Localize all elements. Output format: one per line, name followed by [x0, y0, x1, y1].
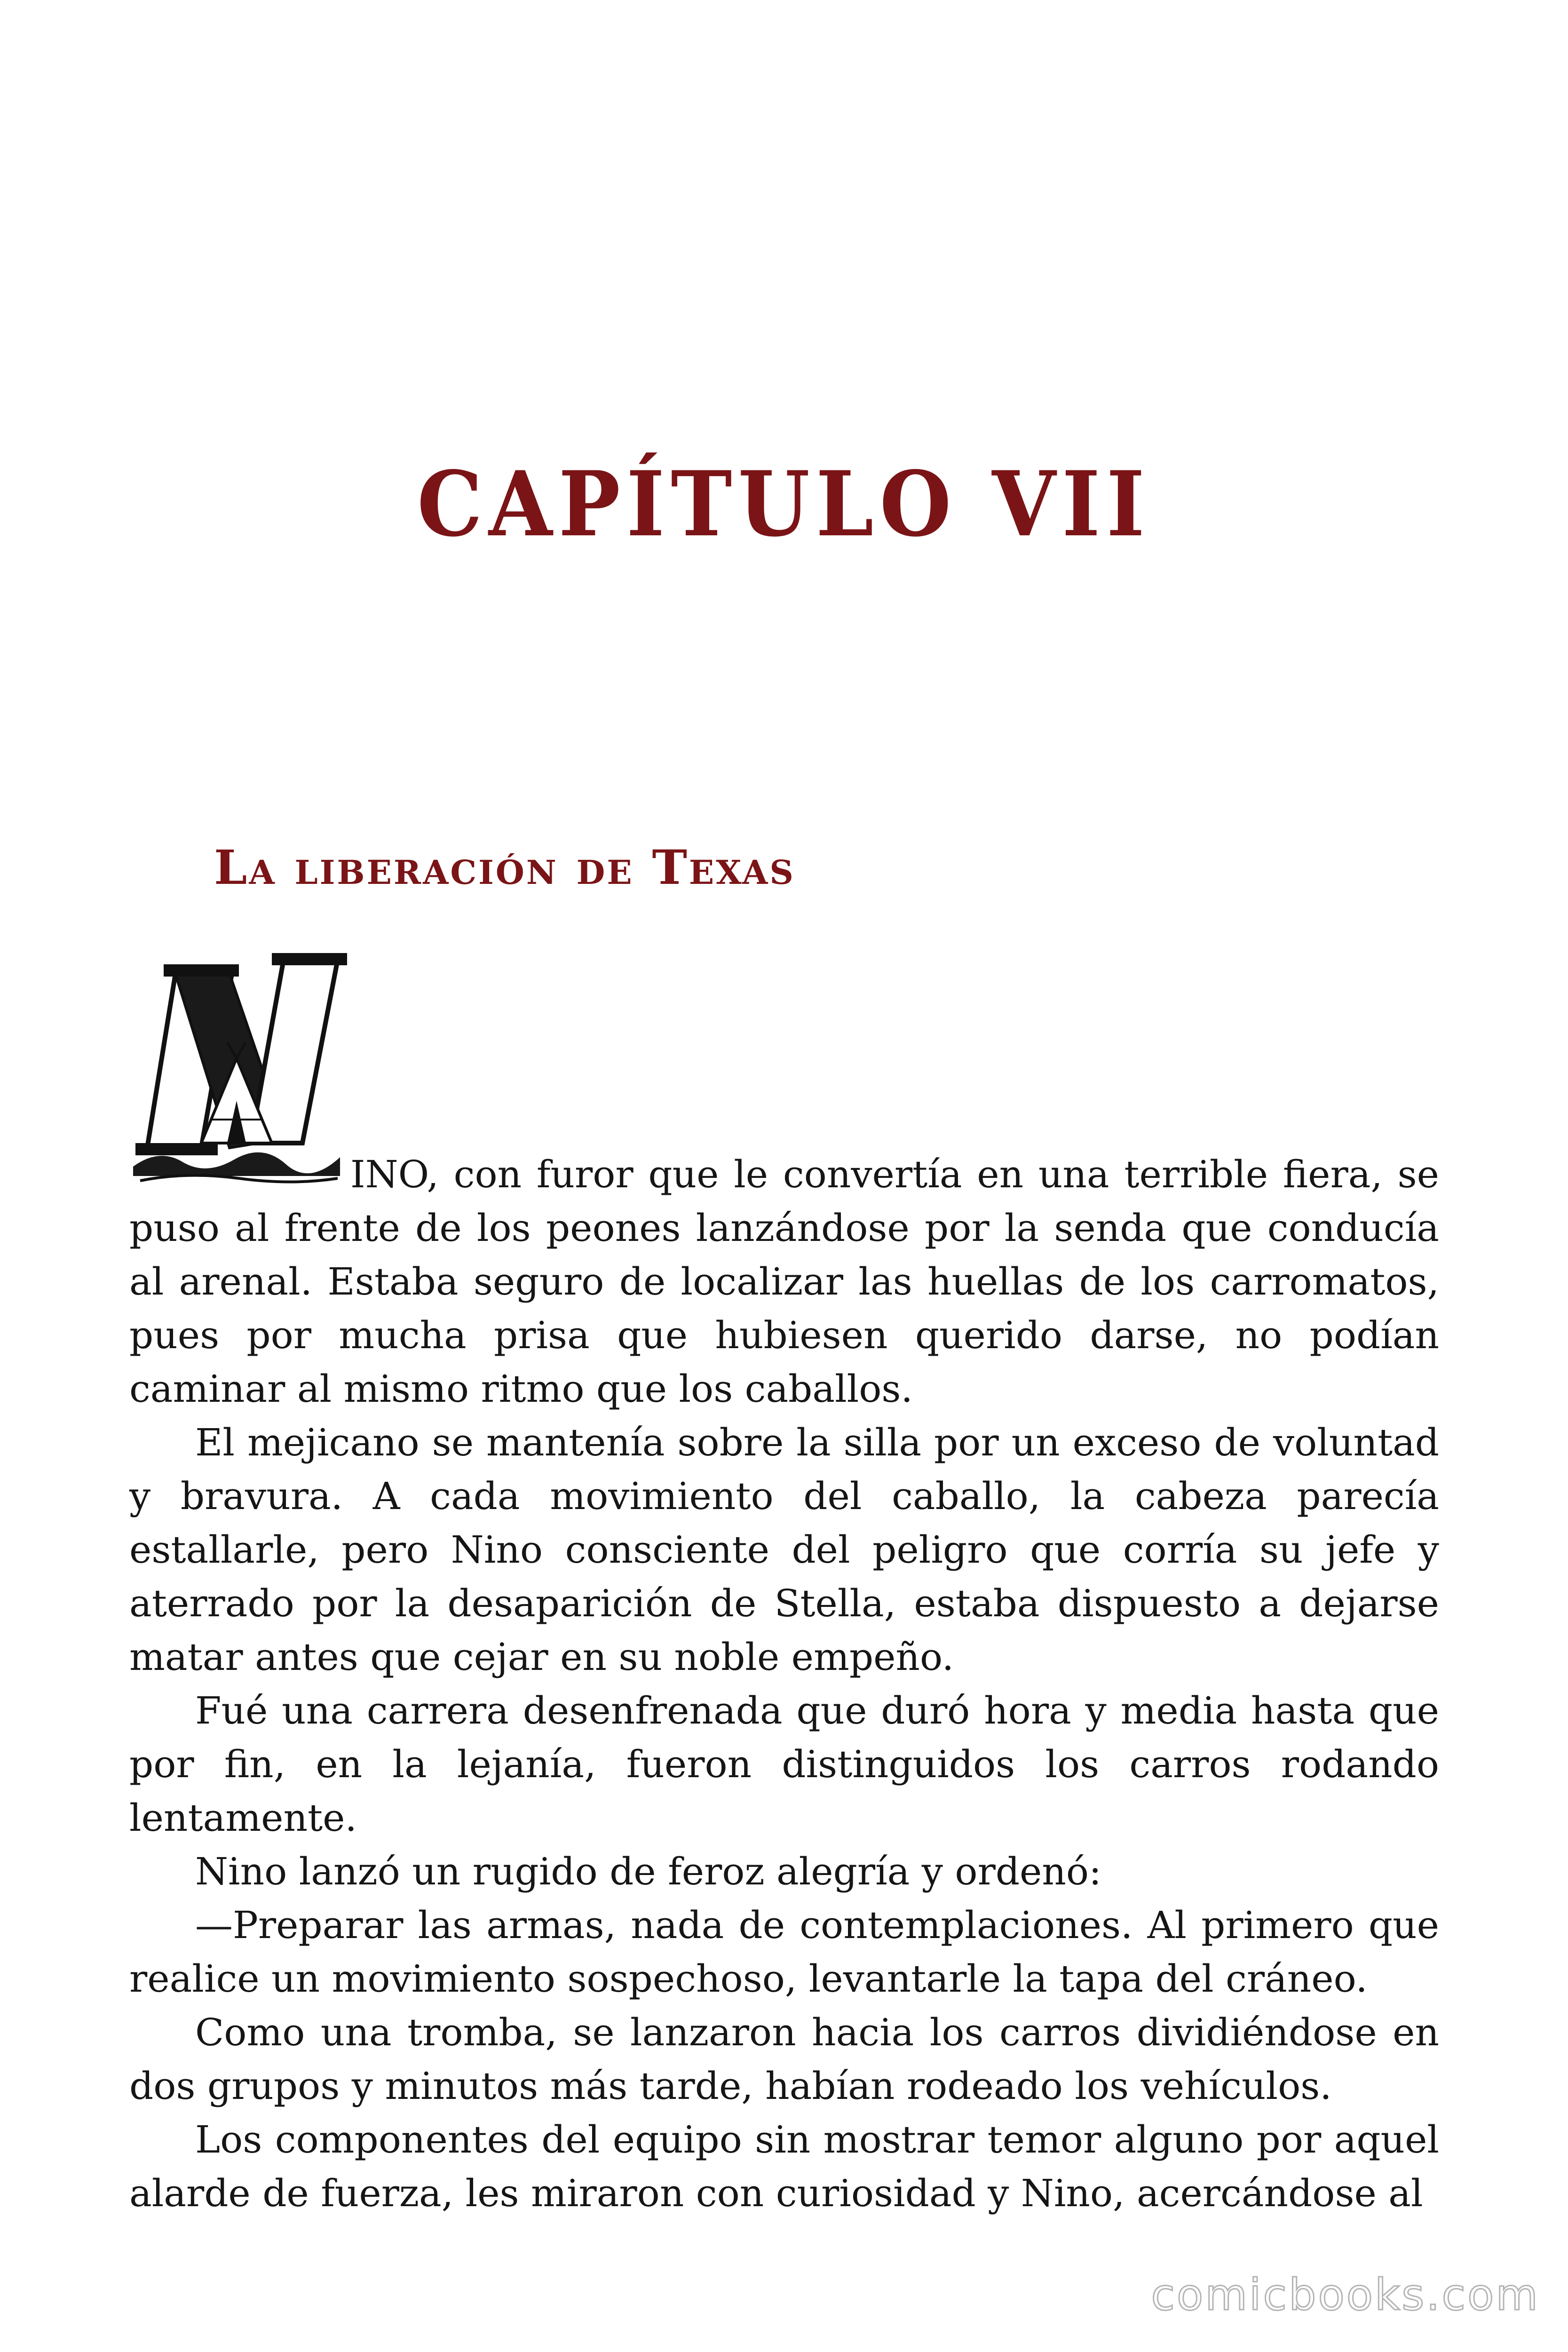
paragraph: —Preparar las armas, nada de contemplaciones. Al primero que realice un movimiento sospechoso, levantarle la tapa del cráneo. — [129, 1903, 1439, 2001]
chapter-body — [129, 1148, 1439, 2220]
paragraph: Los componentes del equipo sin mostrar temor alguno por aquel alarde de fuerza, les miraron con curiosidad y Nino, acercándose al — [129, 2118, 1439, 2215]
paragraph: El mejicano se mantenía sobre la silla por un exceso de voluntad y bravura. A cada movimiento del caballo, la cabeza parecía estallarle, pero Nino consciente del peligro que corría su jefe y aterrado por la desaparición de Stella, estaba dispuesto a dejarse matar antes que cejar en su noble empeño. — [129, 1421, 1439, 1679]
chapter-subtitle: La liberación de Texas — [214, 840, 795, 895]
chapter-title: CAPÍTULO VII — [417, 452, 1151, 556]
paragraph: Como una tromba, se lanzaron hacia los carros dividiéndose en dos grupos y minutos más tarde, habían rodeado los vehículos. — [129, 2010, 1439, 2108]
watermark: comicbooks.com — [1151, 2270, 1540, 2320]
paragraph: Fué una carrera desenfrenada que duró hora y media hasta que por fin, en la lejanía, fueron distinguidos los carros rodando lentamente. — [129, 1689, 1439, 1840]
paragraph: INO, con furor que le convertía en una terrible fiera, se puso al frente de los peones lanzándose por la senda que conducía al arenal. Estaba seguro de localizar las huellas de los carromatos, pues por mucha prisa que hubiesen querido darse, no podían caminar al mismo ritmo que los caballos. — [129, 1152, 1439, 1411]
paragraph: Nino lanzó un rugido de feroz alegría y ordenó: — [195, 1850, 1102, 1893]
